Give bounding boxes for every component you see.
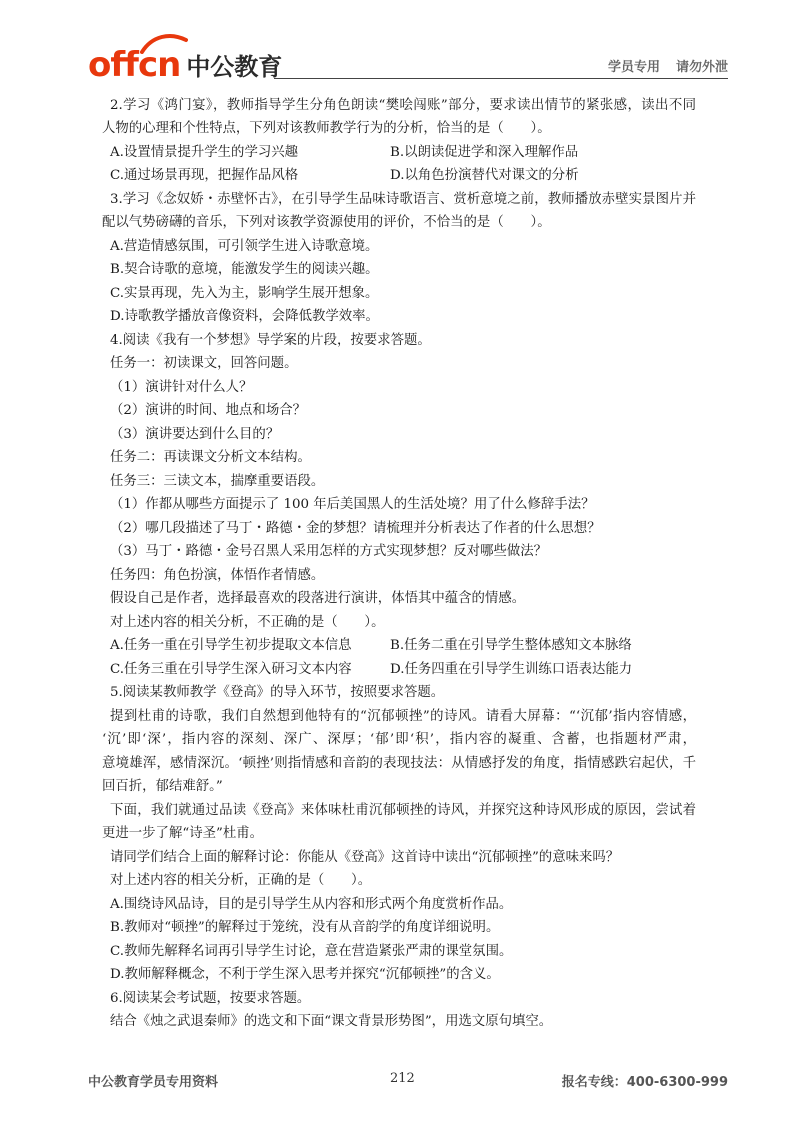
q4-task-2: 任务二：再读课文分析文本结构。 bbox=[110, 450, 311, 465]
q5-passage-line-2: ‘沉’即‘深’，指内容的深刻、深广、深厚；‘郁’即‘积’，指内容的凝重、含蓄，也指题材严肃， bbox=[102, 732, 696, 747]
q4-task-3: 任务三：三读文本，揣摩重要语段。 bbox=[110, 474, 325, 489]
q5-option-b: B.教师对“顿挫”的解释过于笼统，没有从音韵学的角度详细说明。 bbox=[110, 920, 500, 935]
q4-task-1-item-1: （1）演讲针对什么人？ bbox=[110, 380, 253, 395]
page-number: 212 bbox=[390, 1071, 415, 1086]
q4-question: 对上述内容的相关分析，不正确的是（ ）。 bbox=[110, 615, 385, 630]
q5-passage-line-3: 意境雄浑，感情深沉。‘顿挫’则指情感和音韵的表现技法：从情感抒发的角度，指情感跌宕起伏，千 bbox=[102, 756, 696, 771]
q5-passage-line-4: 回百折，郁结难舒。” bbox=[102, 779, 223, 794]
footer-material-label: 中公教育学员专用资料 bbox=[88, 1075, 219, 1090]
q4-task-3-item-2: （2）哪几段描述了马丁・路德・金的梦想？请梳理并分析表达了作者的什么思想？ bbox=[110, 521, 601, 536]
q5-option-d: D.教师解释概念，不利于学生深入思考并探究“沉郁顿挫”的含义。 bbox=[110, 967, 500, 982]
page-header bbox=[88, 42, 728, 84]
logo-wordmark: offcn bbox=[88, 45, 181, 85]
q5-stem: 5.阅读某教师教学《登高》的导入环节，按照要求答题。 bbox=[110, 685, 445, 700]
offcn-logo bbox=[88, 42, 283, 85]
q4-task-4-detail: 假设自己是作者，选择最喜欢的段落进行演讲，体悟其中蕴含的情感。 bbox=[110, 591, 526, 606]
q5-option-a: A.围绕诗风品诗，目的是引导学生从内容和形式两个角度赏析作品。 bbox=[110, 897, 513, 912]
q4-option-b: B.任务二重在引导学生整体感知文本脉络 bbox=[390, 638, 632, 653]
q4-task-3-item-3: （3）马丁・路德・金号召黑人采用怎样的方式实现梦想？反对哪些做法？ bbox=[110, 544, 548, 559]
tag-students-only: 学员专用 bbox=[607, 60, 660, 75]
logo-swoosh-icon bbox=[140, 32, 188, 54]
q4-task-1-item-3: （3）演讲要达到什么目的？ bbox=[110, 427, 280, 442]
q2-option-c: C.通过场景再现，把握作品风格 bbox=[110, 168, 299, 183]
q5-question: 对上述内容的相关分析，正确的是（ ）。 bbox=[110, 873, 372, 888]
footer-hotline: 报名专线：400-6300-999 bbox=[561, 1075, 728, 1090]
q4-task-4: 任务四：角色扮演，体悟作者情感。 bbox=[110, 568, 325, 583]
q5-passage-line-7: 请同学们结合上面的解释讨论：你能从《登高》这首诗中读出“沉郁顿挫”的意味来吗？ bbox=[110, 850, 620, 865]
q2-stem-line-2: 人物的心理和个性特点，下列对该教师教学行为的分析，恰当的是（ ）。 bbox=[102, 121, 551, 136]
q5-passage-line-6: 更进一步了解“诗圣”杜甫。 bbox=[102, 826, 263, 841]
q3-option-c: C.实景再现，先入为主，影响学生展开想象。 bbox=[110, 286, 379, 301]
q3-stem-line-2: 配以气势磅礴的音乐，下列对该教学资源使用的评价，不恰当的是（ ）。 bbox=[102, 215, 551, 230]
q4-stem: 4.阅读《我有一个梦想》导学案的片段，按要求答题。 bbox=[110, 333, 431, 348]
q3-option-d: D.诗歌教学播放音像资料，会降低教学效率。 bbox=[110, 309, 379, 324]
q4-option-c: C.任务三重在引导学生深入研习文本内容 bbox=[110, 662, 352, 677]
q6-stem: 6.阅读某会考试题，按要求答题。 bbox=[110, 991, 311, 1006]
q4-task-3-item-1: （1）作都从哪些方面提示了 100 年后美国黑人的生活处境？用了什么修辞手法？ bbox=[110, 497, 595, 512]
q6-instruction: 结合《烛之武退秦师》的选文和下面“课文背景形势图”，用选文原句填空。 bbox=[110, 1014, 553, 1029]
confidential-tag bbox=[608, 56, 728, 75]
q5-passage-line-5: 下面，我们就通过品读《登高》来体味杜甫沉郁顿挫的诗风，并探究这种诗风形成的原因，尝试着 bbox=[110, 803, 696, 818]
q5-passage-line-1: 提到杜甫的诗歌，我们自然想到他特有的“沉郁顿挫”的诗风。请看大屏幕：“‘沉郁’指内容情感， bbox=[110, 709, 696, 724]
q2-option-b: B.以朗读促进学和深入理解作品 bbox=[390, 145, 579, 160]
q3-stem-line-1: 3.学习《念奴娇・赤壁怀古》，在引导学生品味诗歌语言、赏析意境之前，教师播放赤壁实景图片并 bbox=[110, 192, 696, 207]
logo-chinese-name: 中公教育 bbox=[186, 53, 283, 81]
q4-task-1: 任务一：初读课文，回答问题。 bbox=[110, 356, 298, 371]
q3-option-b: B.契合诗歌的意境，能激发学生的阅读兴趣。 bbox=[110, 262, 379, 277]
q5-option-c: C.教师先解释名词再引导学生讨论，意在营造紧张严肃的课堂氛围。 bbox=[110, 944, 513, 959]
q4-task-1-item-2: （2）演讲的时间、地点和场合？ bbox=[110, 403, 306, 418]
q2-stem-line-1: 2.学习《鸿门宴》，教师指导学生分角色朗读“樊哙闯账”部分，要求读出情节的紧张感，读出不同 bbox=[110, 98, 696, 113]
header-rule bbox=[274, 78, 728, 79]
q2-option-a: A.设置情景提升学生的学习兴趣 bbox=[110, 145, 299, 160]
q2-option-d: D.以角色扮演替代对课文的分析 bbox=[390, 168, 579, 183]
q4-option-d: D.任务四重在引导学生训练口语表达能力 bbox=[390, 662, 633, 677]
q4-option-a: A.任务一重在引导学生初步提取文本信息 bbox=[110, 638, 352, 653]
tag-do-not-distribute: 请勿外泄 bbox=[675, 60, 728, 75]
q3-option-a: A.营造情感氛围，可引领学生进入诗歌意境。 bbox=[110, 239, 379, 254]
